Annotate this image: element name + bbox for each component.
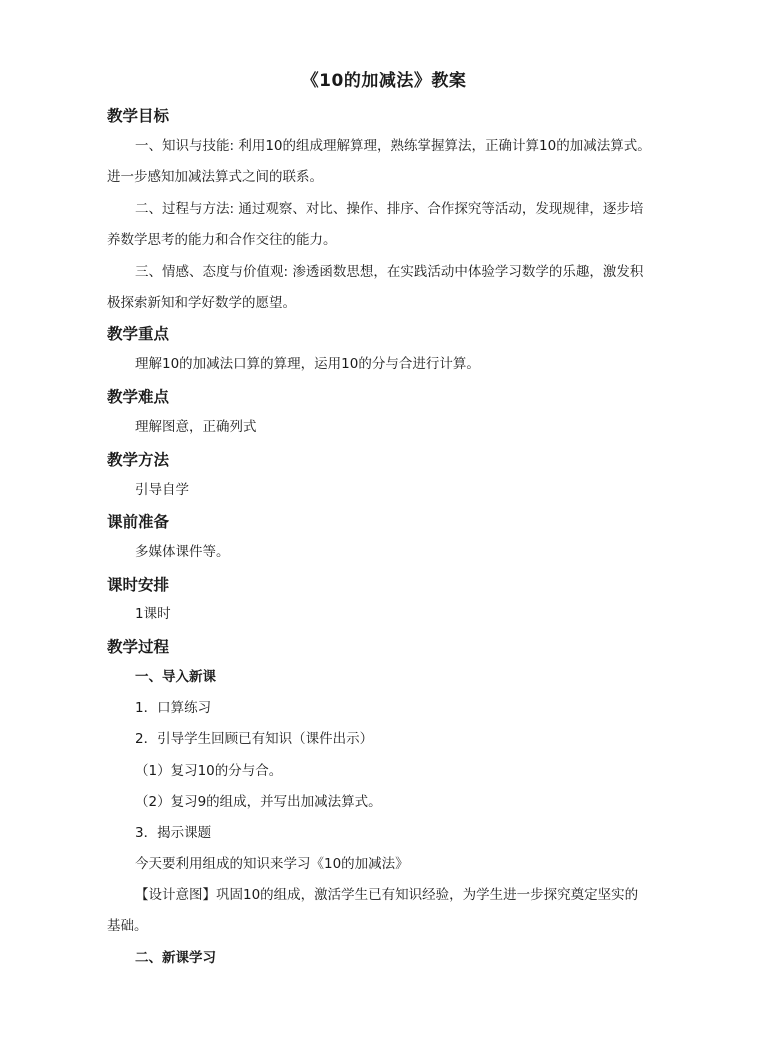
goal-process-line2: 养数学思考的能力和合作交往的能力。: [107, 232, 337, 248]
goal-emotion-line1: 三、情感、态度与价值观: 渗透函数思想，在实践活动中体验学习数学的乐趣，激发积: [135, 264, 644, 280]
document-title: 《10的加减法》教案: [301, 71, 467, 91]
heading-schedule: 课时安排: [107, 576, 170, 594]
process-step3: 3．揭示课题: [135, 825, 212, 841]
key-points-text: 理解10的加减法口算的算理，运用10的分与合进行计算。: [135, 356, 480, 372]
process-part2-title: 二、新课学习: [135, 950, 216, 966]
process-step1: 1．口算练习: [135, 700, 212, 716]
goal-knowledge-line1: 一、知识与技能: 利用10的组成理解算理，熟练掌握算法，正确计算10的加减法算式。: [135, 138, 651, 154]
schedule-text: 1课时: [135, 606, 171, 622]
process-step2: 2．引导学生回顾已有知识（课件出示）: [135, 731, 374, 747]
difficulties-text: 理解图意，正确列式: [135, 419, 257, 435]
methods-text: 引导自学: [135, 482, 189, 498]
goal-knowledge-line2: 进一步感知加减法算式之间的联系。: [107, 169, 323, 185]
heading-difficulties: 教学难点: [107, 388, 170, 406]
process-step3-text: 今天要利用组成的知识来学习《10的加减法》: [135, 856, 409, 872]
design-intent-line2: 基础。: [107, 918, 148, 934]
heading-methods: 教学方法: [107, 451, 170, 469]
heading-teaching-goals: 教学目标: [107, 107, 170, 125]
process-part1-title: 一、导入新课: [135, 669, 216, 685]
heading-preparation: 课前准备: [107, 513, 170, 531]
heading-process: 教学过程: [107, 638, 170, 656]
goal-emotion-line2: 极探索新知和学好数学的愿望。: [107, 295, 296, 311]
process-step2-b: （2）复习9的组成，并写出加减法算式。: [135, 794, 382, 810]
preparation-text: 多媒体课件等。: [135, 544, 230, 560]
goal-process-line1: 二、过程与方法: 通过观察、对比、操作、排序、合作探究等活动，发现规律，逐步培: [135, 201, 644, 217]
process-step2-a: （1）复习10的分与合。: [135, 763, 283, 779]
heading-key-points: 教学重点: [107, 325, 170, 343]
design-intent-line1: 【设计意图】巩固10的组成，激活学生已有知识经验，为学生进一步探究奠定坚实的: [135, 887, 639, 903]
